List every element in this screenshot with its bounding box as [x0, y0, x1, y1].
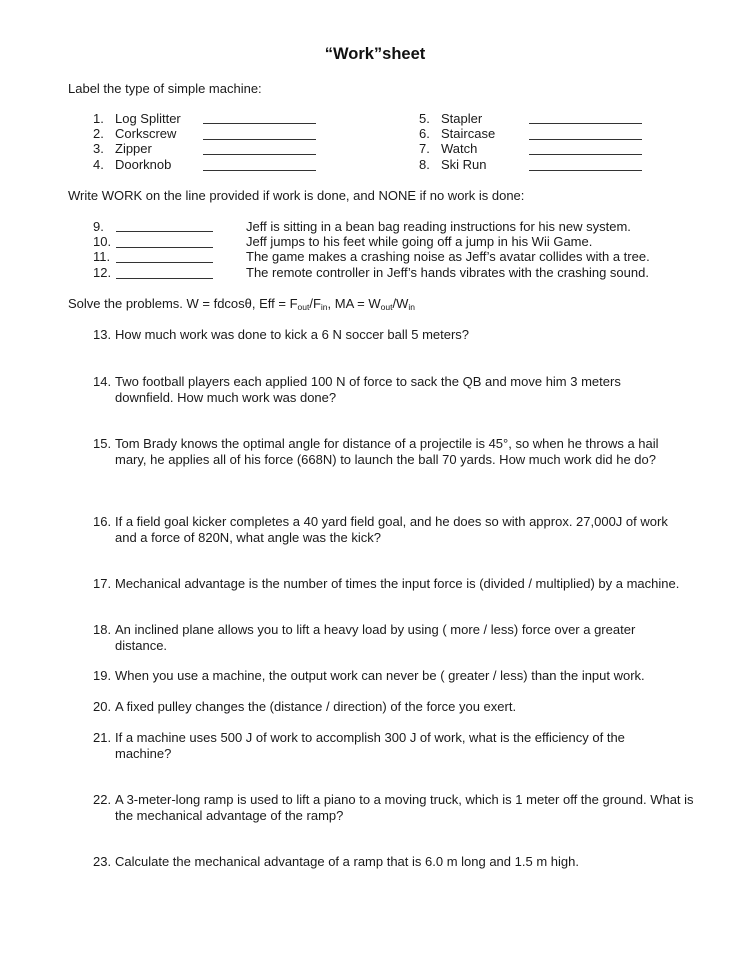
- formula-text: , MA = W: [327, 296, 381, 311]
- item-number: 10.: [93, 234, 112, 249]
- scenario-text: The remote controller in Jeff’s hands vibrates with the crashing sound.: [246, 265, 649, 280]
- question-number: 23.: [93, 854, 112, 869]
- item-number: 3.: [93, 141, 104, 156]
- machine-label: Zipper: [115, 141, 152, 156]
- answer-blank-7[interactable]: [529, 154, 642, 155]
- section1-instruction: Label the type of simple machine:: [68, 81, 262, 96]
- machine-label: Corkscrew: [115, 126, 177, 141]
- item-number: 9.: [93, 219, 104, 234]
- machine-label: Watch: [441, 141, 478, 156]
- question-number: 18.: [93, 622, 112, 637]
- formula-subscript: out: [297, 302, 310, 312]
- work-none-blank-11[interactable]: [116, 262, 213, 263]
- question-number: 15.: [93, 436, 112, 451]
- machine-label: Staircase: [441, 126, 496, 141]
- question-text: A fixed pulley changes the (distance / direction) of the force you exert.: [115, 699, 517, 714]
- question-22: [93, 792, 703, 823]
- formula-subscript: in: [408, 302, 415, 312]
- question-text: An inclined plane allows you to lift a heavy load by using ( more / less) force over a greater distance.: [115, 622, 636, 653]
- question-14: [93, 374, 653, 405]
- answer-blank-2[interactable]: [203, 139, 316, 140]
- question-text: Calculate the mechanical advantage of a ramp that is 6.0 m long and 1.5 m high.: [115, 854, 579, 869]
- answer-blank-4[interactable]: [203, 170, 316, 171]
- question-17: [93, 576, 683, 592]
- question-text: Mechanical advantage is the number of times the input force is (divided / multiplied) by a machine.: [115, 576, 680, 591]
- question-13: [93, 327, 693, 343]
- question-number: 17.: [93, 576, 112, 591]
- scenario-text: The game makes a crashing noise as Jeff’s avatar collides with a tree.: [246, 249, 650, 264]
- machine-label: Stapler: [441, 111, 483, 126]
- question-text: If a machine uses 500 J of work to accomplish 300 J of work, what is the efficiency of the machine?: [115, 730, 625, 761]
- formula-subscript: out: [380, 302, 393, 312]
- question-text: A 3-meter-long ramp is used to lift a piano to a moving truck, which is 1 meter off the ground. What is the mechanical advantage of the ramp?: [115, 792, 694, 823]
- scenario-text: Jeff jumps to his feet while going off a jump in his Wii Game.: [246, 234, 593, 249]
- question-21: [93, 730, 663, 761]
- question-number: 19.: [93, 668, 112, 683]
- question-number: 22.: [93, 792, 112, 807]
- question-text: When you use a machine, the output work can never be ( greater / less) than the input work.: [115, 668, 645, 683]
- question-20: [93, 699, 693, 715]
- question-number: 14.: [93, 374, 112, 389]
- item-number: 8.: [419, 157, 430, 172]
- answer-blank-5[interactable]: [529, 123, 642, 124]
- answer-blank-6[interactable]: [529, 139, 642, 140]
- item-number: 1.: [93, 111, 104, 126]
- question-18: [93, 622, 683, 653]
- question-text: Tom Brady knows the optimal angle for distance of a projectile is 45°, so when he throws a hail mary, he applies all of his force (668N) to launch the ball 70 yards. How much work did he do?: [115, 436, 659, 467]
- worksheet-title: “Work”sheet: [324, 45, 426, 63]
- section3-instruction: [68, 296, 415, 311]
- formula-subscript: in: [320, 302, 328, 312]
- item-number: 5.: [419, 111, 430, 126]
- answer-blank-3[interactable]: [203, 154, 316, 155]
- item-number: 7.: [419, 141, 430, 156]
- question-number: 13.: [93, 327, 112, 342]
- answer-blank-8[interactable]: [529, 170, 642, 171]
- machine-label: Doorknob: [115, 157, 172, 172]
- work-none-blank-12[interactable]: [116, 278, 213, 279]
- question-text: How much work was done to kick a 6 N soccer ball 5 meters?: [115, 327, 470, 342]
- scenario-text: Jeff is sitting in a bean bag reading instructions for his new system.: [246, 219, 631, 234]
- machine-label: Log Splitter: [115, 111, 181, 126]
- item-number: 4.: [93, 157, 104, 172]
- section2-instruction: Write WORK on the line provided if work is done, and NONE if no work is done:: [68, 188, 525, 203]
- formula-text: /W: [392, 296, 409, 311]
- question-16: [93, 514, 683, 545]
- question-number: 21.: [93, 730, 112, 745]
- item-number: 2.: [93, 126, 104, 141]
- question-23: [93, 854, 693, 870]
- formula-text: Solve the problems. W = fdcosθ, Eff = F: [68, 296, 298, 311]
- question-number: 16.: [93, 514, 112, 529]
- work-none-blank-9[interactable]: [116, 231, 213, 232]
- work-none-blank-10[interactable]: [116, 247, 213, 248]
- formula-text: /F: [309, 296, 321, 311]
- item-number: 12.: [93, 265, 112, 280]
- machine-label: Ski Run: [441, 157, 487, 172]
- item-number: 11.: [93, 249, 111, 264]
- question-text: If a field goal kicker completes a 40 yard field goal, and he does so with approx. 27,000J of work and a force of 820N, what angle was the kick?: [115, 514, 668, 545]
- question-15: [93, 436, 693, 467]
- question-number: 20.: [93, 699, 112, 714]
- item-number: 6.: [419, 126, 430, 141]
- question-19: [93, 668, 713, 684]
- question-text: Two football players each applied 100 N of force to sack the QB and move him 3 meters downfield. How much work was done?: [115, 374, 621, 405]
- answer-blank-1[interactable]: [203, 123, 316, 124]
